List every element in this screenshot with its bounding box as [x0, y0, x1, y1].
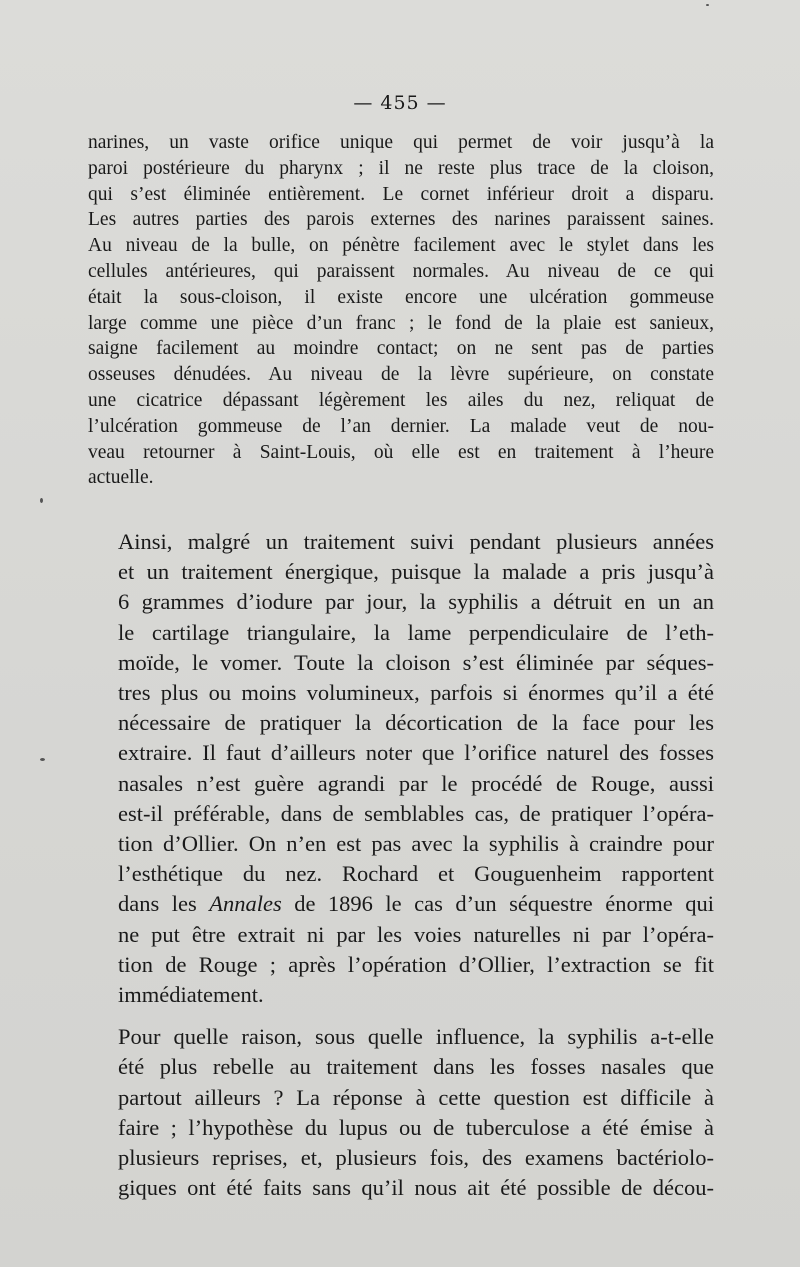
- text-line: osseuses dénudées. Au niveau de la lèvre supérieure, on constate: [88, 364, 714, 386]
- journal-title: Annales: [209, 891, 282, 917]
- text-line: nasales n’est guère agrandi par le procédé de Rouge, aussi: [118, 770, 714, 796]
- text-line: extraire. Il faut d’ailleurs noter que l’orifice naturel des fosses: [118, 740, 714, 766]
- text-line: plusieurs reprises, et, plusieurs fois, des examens bactériolo-: [118, 1145, 714, 1171]
- text-line: narines, un vaste orifice unique qui permet de voir jusqu’à la: [88, 132, 714, 153]
- text-line: immédiatement.: [118, 982, 264, 1008]
- text-line: actuelle.: [88, 467, 154, 489]
- text-line: faire ; l’hypothèse du lupus ou de tuberculose a été émise à: [118, 1114, 714, 1140]
- text-line: tres plus ou moins volumineux, parfois si énormes qu’il a été: [118, 680, 714, 706]
- text-line: large comme une pièce d’un franc ; le fond de la plaie est sanieux,: [88, 312, 714, 334]
- text-line: paroi postérieure du pharynx ; il ne reste plus trace de la cloison,: [88, 157, 714, 179]
- text-line: Au niveau de la bulle, on pénètre facilement avec le stylet dans les: [88, 235, 714, 257]
- case-report-text: [88, 130, 714, 491]
- text-line: saigne facilement au moindre contact; on ne sent pas de parties: [88, 338, 714, 360]
- text-line: cellules antérieures, qui paraissent normales. Au niveau de ce qui: [88, 260, 714, 282]
- paper-speck: [40, 758, 45, 761]
- discussion-text: [88, 527, 714, 1203]
- text-line: été plus rebelle au traitement dans les fosses nasales que: [118, 1054, 714, 1080]
- page-number: — 455 —: [353, 92, 447, 114]
- text-line: l’esthétique du nez. Rochard et Gouguenheim rapportent: [118, 861, 714, 887]
- paper-speck: [706, 4, 709, 6]
- text-line: était la sous-cloison, il existe encore une ulcération gommeuse: [88, 286, 714, 308]
- body-paragraph: [88, 1022, 714, 1203]
- case-report-paragraph: [88, 130, 714, 491]
- text-line: moïde, le vomer. Toute la cloison s’est éliminée par séques-: [118, 649, 714, 675]
- text-line: veau retourner à Saint-Louis, où elle est en traitement à l’heure: [88, 441, 714, 463]
- paper-speck: [40, 498, 43, 503]
- text-line: dans les Annales de 1896 le cas d’un séquestre énorme qui: [118, 891, 714, 917]
- text-line: ne put être extrait ni par les voies naturelles ni par l’opéra-: [118, 921, 714, 947]
- text-line: partout ailleurs ? La réponse à cette question est difficile à: [118, 1084, 714, 1110]
- text-line: Les autres parties des parois externes des narines paraissent saines.: [88, 209, 714, 231]
- text-line: Ainsi, malgré un traitement suivi pendant plusieurs années: [118, 529, 714, 554]
- text-line: est-il préférable, dans de semblables cas, de pratiquer l’opéra-: [118, 800, 714, 826]
- text-line: Pour quelle raison, sous quelle influence, la syphilis a-t-elle: [118, 1024, 714, 1050]
- text-line: l’ulcération gommeuse de l’an dernier. La malade veut de nou-: [88, 415, 714, 437]
- text-line: le cartilage triangulaire, la lame perpendiculaire de l’eth-: [118, 619, 714, 645]
- text-line: nécessaire de pratiquer la décortication de la face pour les: [118, 710, 714, 736]
- text-line: tion de Rouge ; après l’opération d’Ollier, l’extraction se fit: [118, 951, 714, 977]
- text-line: une cicatrice dépassant légèrement les ailes du nez, reliquat de: [88, 389, 714, 411]
- text-line: 6 grammes d’iodure par jour, la syphilis a détruit en un an: [118, 589, 714, 615]
- text-line: qui s’est éliminée entièrement. Le cornet inférieur droit a disparu.: [88, 183, 714, 205]
- body-paragraph: [88, 527, 714, 1010]
- text-line: tion d’Ollier. On n’en est pas avec la syphilis à craindre pour: [118, 831, 714, 857]
- text-line: giques ont été faits sans qu’il nous ait été possible de décou-: [118, 1175, 714, 1201]
- text-line: et un traitement énergique, puisque la malade a pris jusqu’à: [118, 559, 714, 585]
